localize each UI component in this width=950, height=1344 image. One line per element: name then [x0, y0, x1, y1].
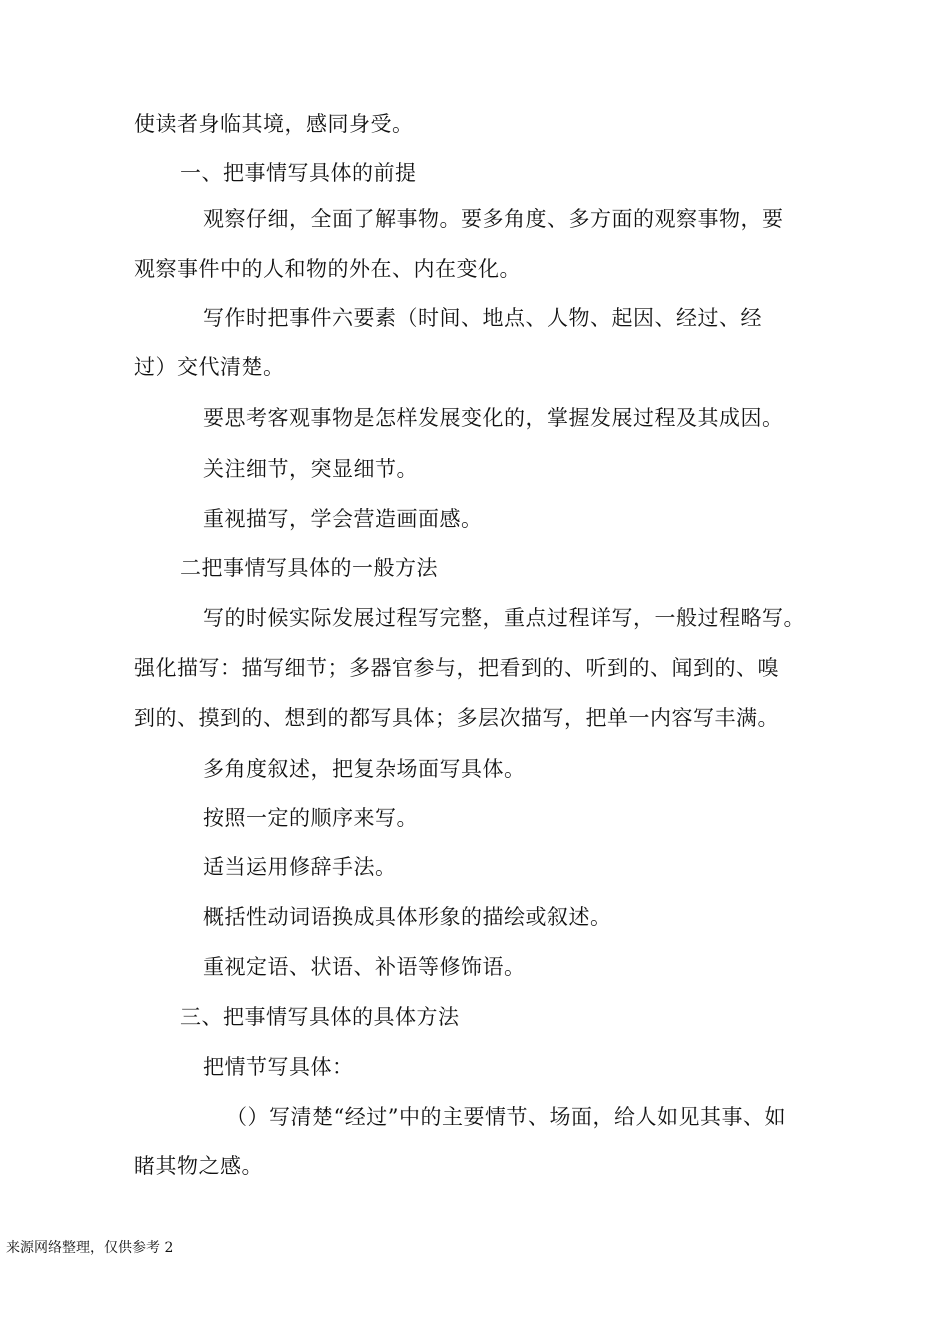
text-line: 重视描写，学会营造画面感。 [203, 507, 483, 531]
text-line: 观察仔细，全面了解事物。要多角度、多方面的观察事物，要 [203, 207, 784, 231]
text-line: 过）交代清楚。 [134, 355, 285, 379]
section-heading: 三、把事情写具体的具体方法 [180, 1005, 460, 1029]
page-footer: 来源网络整理，仅供参考 2 [6, 1240, 174, 1256]
text-line: 按照一定的顺序来写。 [203, 806, 418, 830]
text-line: 关注细节，突显细节。 [203, 457, 418, 481]
section-heading: 一、把事情写具体的前提 [180, 161, 417, 185]
text-line: 使读者身临其境，感同身受。 [134, 112, 414, 136]
text-line: 睹其物之感。 [134, 1154, 263, 1178]
text-line: 多角度叙述，把复杂场面写具体。 [203, 757, 526, 781]
text-line: 写的时候实际发展过程写完整，重点过程详写，一般过程略写。 [203, 606, 805, 630]
text-line: 适当运用修辞手法。 [203, 855, 397, 879]
text-line: 概括性动词语换成具体形象的描绘或叙述。 [203, 905, 612, 929]
text-line: 要思考客观事物是怎样发展变化的，掌握发展过程及其成因。 [203, 406, 784, 430]
text-line: 观察事件中的人和物的外在、内在变化。 [134, 257, 521, 281]
text-line: 强化描写：描写细节；多器官参与，把看到的、听到的、闻到的、嗅 [134, 656, 779, 680]
text-line: 把情节写具体： [203, 1055, 354, 1079]
text-line: 重视定语、状语、补语等修饰语。 [203, 955, 526, 979]
text-line: 到的、摸到的、想到的都写具体；多层次描写，把单一内容写丰满。 [134, 706, 779, 730]
text-line: （）写清楚“经过”中的主要情节、场面，给人如见其事、如 [226, 1105, 786, 1129]
text-line: 写作时把事件六要素（时间、地点、人物、起因、经过、经 [203, 306, 762, 330]
section-heading: 二把事情写具体的一般方法 [180, 556, 438, 580]
